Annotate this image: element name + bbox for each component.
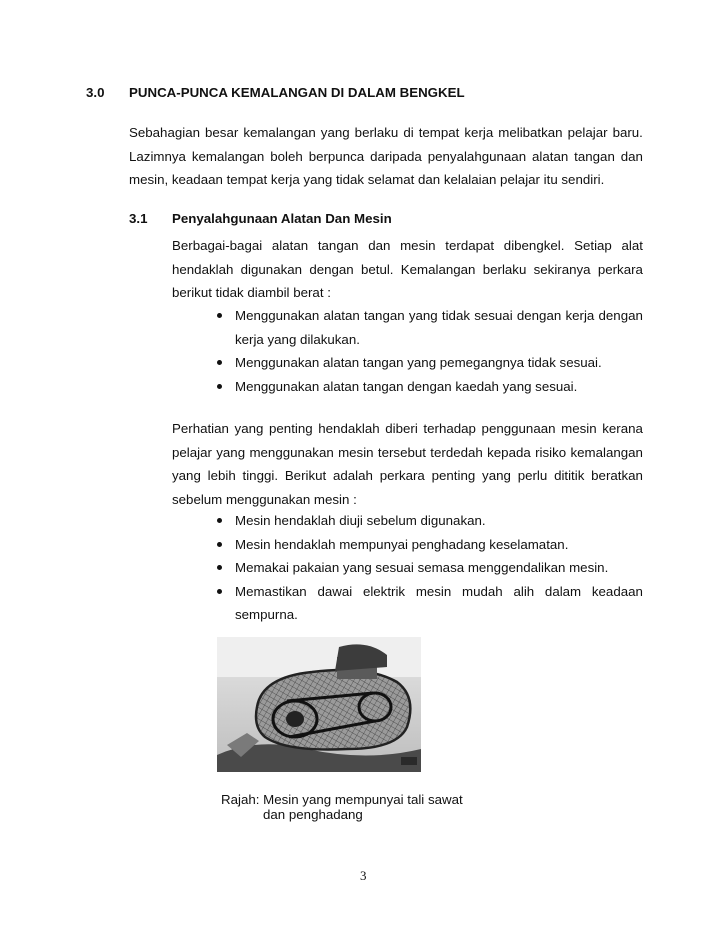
para2-line-4: sebelum menggunakan mesin : bbox=[172, 491, 357, 507]
intro-line-2: Lazimnya kemalangan boleh berpunca daripada penyalahgunaan alatan tangan dan bbox=[129, 148, 643, 164]
bullet-icon bbox=[217, 542, 222, 547]
bullet-text: Memakai pakaian yang sesuai semasa menggendalikan mesin. bbox=[235, 560, 609, 575]
caption-line-2: dan penghadang bbox=[263, 807, 363, 822]
bullet-icon bbox=[217, 313, 222, 318]
bullet-icon bbox=[217, 360, 222, 365]
bullet-icon bbox=[217, 565, 222, 570]
bullet-text: Menggunakan alatan tangan yang pemegangnya tidak sesuai. bbox=[235, 355, 602, 370]
hand-tool-bullet-list bbox=[213, 304, 643, 398]
para1-line-1: Berbagai-bagai alatan tangan dan mesin terdapat dibengkel. Setiap alat bbox=[172, 238, 643, 253]
bullet-text: Mesin hendaklah diuji sebelum digunakan. bbox=[235, 513, 486, 528]
para2-line-2: pelajar yang menggunakan mesin tersebut terdedah kepada risiko kemalangan bbox=[172, 444, 643, 460]
bullet-text: Menggunakan alatan tangan yang tidak sesuai dengan kerja dengan bbox=[235, 308, 643, 323]
list-item bbox=[213, 304, 643, 351]
list-item bbox=[213, 556, 643, 580]
para2-line-3: yang lebih tinggi. Berikut adalah perkara penting yang perlu dititik beratkan bbox=[172, 468, 643, 483]
para1-line-3: berikut tidak diambil berat : bbox=[172, 285, 331, 300]
list-item bbox=[213, 509, 643, 533]
para1-line-2: hendaklah digunakan dengan betul. Kemalangan berlaku sekiranya perkara bbox=[172, 261, 643, 277]
caption-line-1: Mesin yang mempunyai tali sawat bbox=[263, 792, 463, 807]
bullet-icon bbox=[217, 518, 222, 523]
intro-line-1: Sebahagian besar kemalangan yang berlaku di tempat kerja melibatkan pelajar baru. bbox=[129, 125, 643, 140]
page-number: 3 bbox=[360, 868, 367, 883]
list-item bbox=[213, 375, 643, 399]
machine-guard-photo bbox=[217, 637, 421, 772]
bullet-text: Memastikan dawai elektrik mesin mudah alih dalam keadaan bbox=[235, 583, 643, 599]
list-item bbox=[213, 533, 643, 557]
machine-tools-paragraph bbox=[172, 234, 643, 305]
section-number: 3.0 bbox=[86, 85, 105, 100]
subsection-title: Penyalahgunaan Alatan Dan Mesin bbox=[172, 211, 392, 226]
bullet-icon bbox=[217, 589, 222, 594]
intro-line-3: mesin, keadaan tempat kerja yang tidak selamat dan kelalaian pelajar itu sendiri. bbox=[129, 172, 605, 187]
para2-line-1: Perhatian yang penting hendaklah diberi terhadap penggunaan mesin kerana bbox=[172, 421, 643, 436]
subsection-number: 3.1 bbox=[129, 211, 148, 226]
section-title: PUNCA-PUNCA KEMALANGAN DI DALAM BENGKEL bbox=[129, 85, 465, 100]
bullet-text: kerja yang dilakukan. bbox=[235, 331, 360, 347]
list-item bbox=[213, 351, 643, 375]
bullet-icon bbox=[217, 384, 222, 389]
machine-bullet-list bbox=[213, 509, 643, 627]
caption-prefix: Rajah: bbox=[221, 792, 260, 807]
bullet-text: Menggunakan alatan tangan dengan kaedah yang sesuai. bbox=[235, 378, 578, 394]
intro-paragraph bbox=[129, 121, 643, 192]
machine-attention-paragraph bbox=[172, 417, 643, 511]
bullet-text: sempurna. bbox=[235, 607, 298, 622]
list-item bbox=[213, 580, 643, 627]
bullet-text: Mesin hendaklah mempunyai penghadang keselamatan. bbox=[235, 536, 569, 552]
